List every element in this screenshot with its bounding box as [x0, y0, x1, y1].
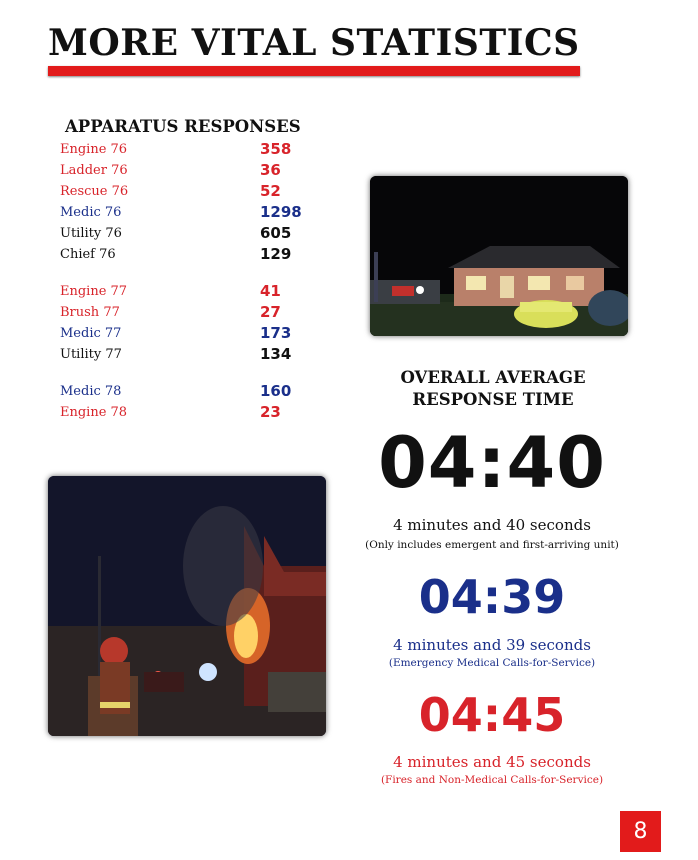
apparatus-unit: Utility 76 — [60, 226, 122, 241]
apparatus-row — [60, 245, 320, 266]
overall-average-heading — [370, 367, 616, 411]
apparatus-row — [60, 382, 320, 403]
apparatus-unit: Ladder 76 — [60, 163, 128, 178]
medical-response-time-words: 4 minutes and 39 seconds — [393, 636, 591, 654]
apparatus-unit: Engine 76 — [60, 142, 128, 157]
apparatus-count: 160 — [260, 382, 292, 400]
apparatus-count: 605 — [260, 224, 292, 242]
firefighter-scene-illustration — [48, 476, 326, 736]
page-title: MORE VITAL STATISTICS — [48, 22, 580, 64]
house-scene-illustration — [370, 176, 628, 336]
fire-response-time-note: (Fires and Non-Medical Calls-for-Service) — [380, 774, 604, 786]
apparatus-row — [60, 345, 320, 366]
apparatus-row — [60, 182, 320, 203]
apparatus-unit: Medic 78 — [60, 384, 122, 399]
apparatus-unit: Medic 76 — [60, 205, 122, 220]
medical-response-time: 04:39 — [418, 570, 566, 624]
apparatus-row — [60, 203, 320, 224]
apparatus-unit: Chief 76 — [60, 247, 116, 262]
apparatus-row — [60, 161, 320, 182]
apparatus-count: 27 — [260, 303, 281, 321]
apparatus-responses-list — [60, 140, 320, 424]
apparatus-count: 36 — [260, 161, 281, 179]
apparatus-count: 23 — [260, 403, 281, 421]
firefighter-night-photo — [48, 476, 326, 736]
apparatus-count: 52 — [260, 182, 281, 200]
apparatus-count: 134 — [260, 345, 292, 363]
apparatus-unit: Rescue 76 — [60, 184, 129, 199]
apparatus-row — [60, 303, 320, 324]
apparatus-count: 1298 — [260, 203, 302, 221]
apparatus-count: 358 — [260, 140, 292, 158]
overall-average-heading-line2: RESPONSE TIME — [412, 390, 574, 409]
apparatus-unit: Medic 77 — [60, 326, 122, 341]
overall-response-time-note: (Only includes emergent and first-arriving unit) — [365, 539, 619, 551]
apparatus-unit: Brush 77 — [60, 305, 120, 320]
apparatus-row — [60, 140, 320, 161]
fire-response-time: 04:45 — [418, 688, 566, 742]
apparatus-count: 41 — [260, 282, 281, 300]
apparatus-row — [60, 224, 320, 245]
apparatus-row — [60, 282, 320, 303]
apparatus-unit: Utility 77 — [60, 347, 122, 362]
apparatus-count: 129 — [260, 245, 292, 263]
apparatus-row — [60, 324, 320, 345]
apparatus-row — [60, 403, 320, 424]
overall-response-time: 04:40 — [378, 422, 606, 504]
apparatus-count: 173 — [260, 324, 292, 342]
apparatus-responses-heading: APPARATUS RESPONSES — [65, 117, 301, 136]
medical-response-time-note: (Emergency Medical Calls-for-Service) — [388, 657, 596, 669]
overall-response-time-words: 4 minutes and 40 seconds — [393, 516, 591, 534]
overall-average-heading-line1: OVERALL AVERAGE — [400, 368, 586, 387]
page-number: 8 — [620, 811, 661, 852]
apparatus-unit: Engine 78 — [60, 405, 128, 420]
house-fire-scene-photo — [370, 176, 628, 336]
fire-response-time-words: 4 minutes and 45 seconds — [393, 753, 591, 771]
title-underline-bar — [48, 66, 580, 76]
apparatus-unit: Engine 77 — [60, 284, 128, 299]
